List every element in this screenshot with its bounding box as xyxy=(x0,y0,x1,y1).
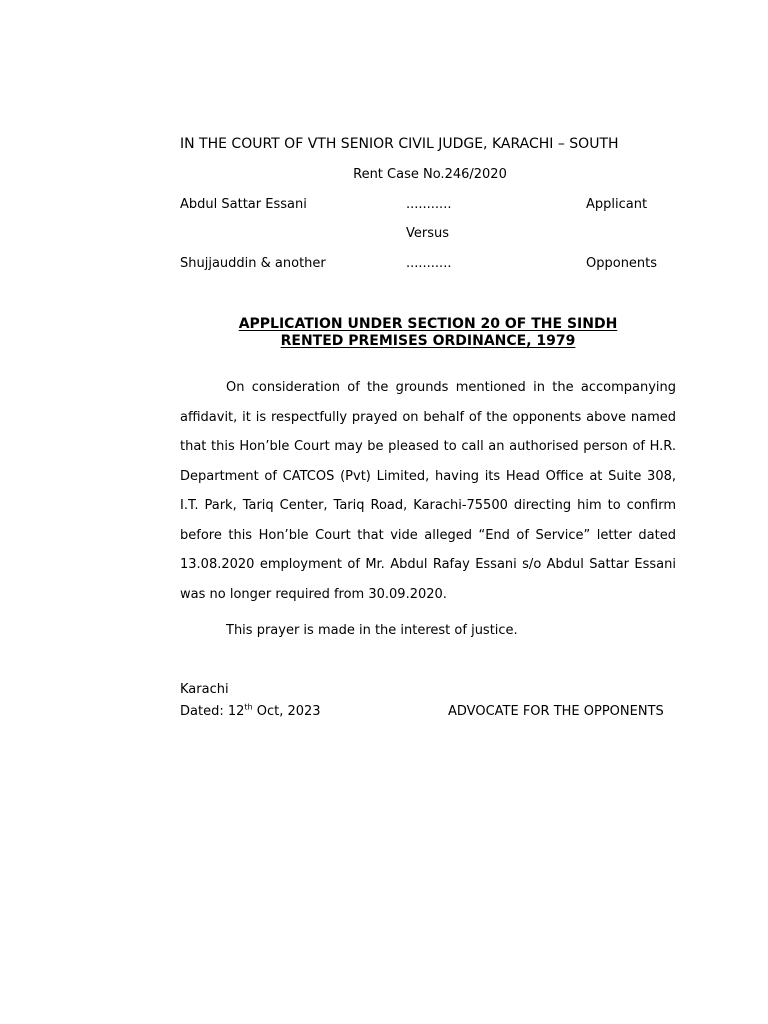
court-title: IN THE COURT OF VTH SENIOR CIVIL JUDGE, KARACHI – SOUTH xyxy=(180,136,619,152)
opponent-name: Shujjauddin & another xyxy=(180,256,326,271)
signatory-label: ADVOCATE FOR THE OPPONENTS xyxy=(448,704,664,719)
applicant-name: Abdul Sattar Essani xyxy=(180,197,307,212)
applicant-role: Applicant xyxy=(586,197,648,212)
place-label: Karachi xyxy=(180,682,229,697)
date-prefix: Dated: 12 xyxy=(180,704,245,719)
opponent-role: Opponents xyxy=(586,256,658,271)
heading-line-1: APPLICATION UNDER SECTION 20 OF THE SINDH xyxy=(238,316,618,332)
heading-line-2: RENTED PREMISES ORDINANCE, 1979 xyxy=(280,333,576,349)
application-heading xyxy=(180,316,676,350)
date-line xyxy=(180,704,321,719)
date-ordinal: th xyxy=(244,702,253,712)
date-rest: Oct, 2023 xyxy=(252,704,321,719)
opponent-dots: ........... xyxy=(406,256,452,271)
applicant-dots: ........... xyxy=(406,197,452,212)
body-paragraph: On consideration of the grounds mentioned in the accompanying affidavit, it is respectfully prayed on behalf of the opponents above named that this Hon’ble Court may be pleased to call an authorised person of H.R. Department of CATCOS (Pvt) Limited, having its Head Office at Suite 308, I.T. Park, Tariq Center, Tariq Road, Karachi-75500 directing him to confirm before this Hon’ble Court that vide alleged “End of Service” letter dated 13.08.2020 employment of Mr. Abdul Rafay Essani s/o Abdul Sattar Essani was no longer required from 30.09.2020. xyxy=(180,380,676,602)
case-number: Rent Case No.246/2020 xyxy=(353,167,507,182)
versus-label: Versus xyxy=(406,226,450,241)
prayer-line: This prayer is made in the interest of justice. xyxy=(226,623,518,638)
